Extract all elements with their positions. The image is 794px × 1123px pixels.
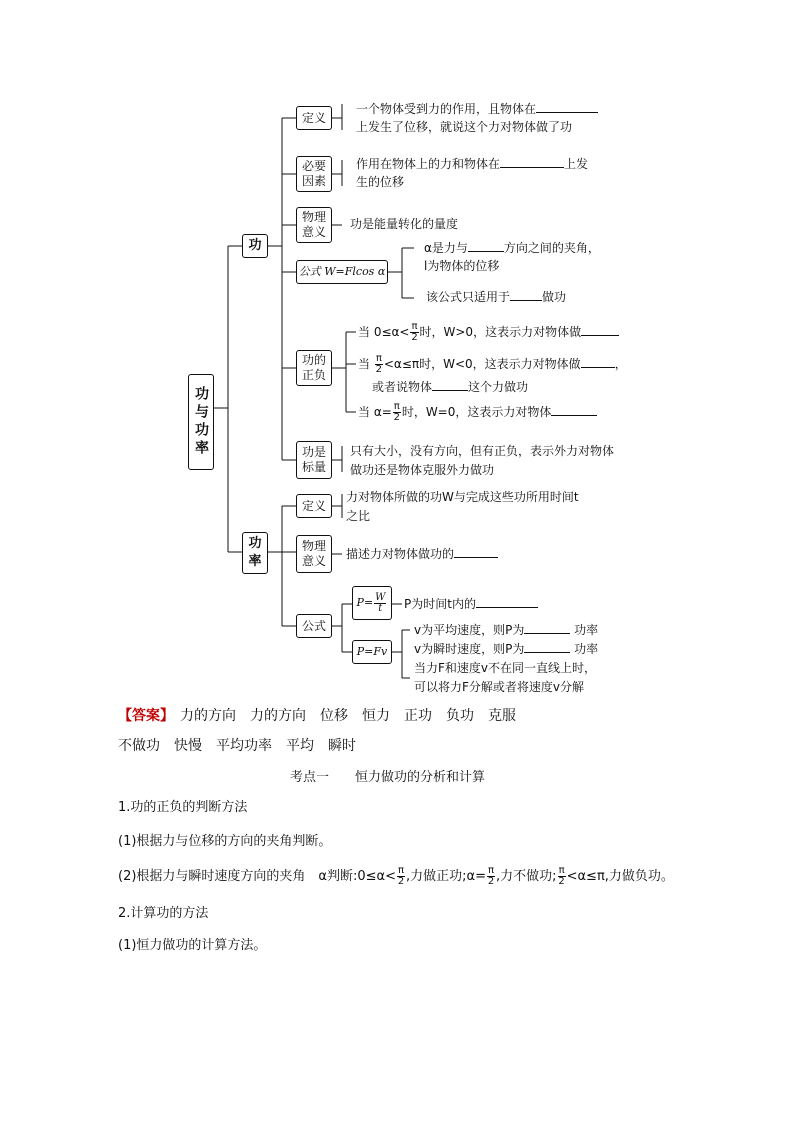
branch-gong-label: 功 — [248, 238, 262, 253]
fraction-pi-over-2: $\frac{\pi}{2}$ — [558, 865, 565, 887]
gong-sign-box — [296, 350, 332, 386]
gong-factors-line1: 作用在物体上的力和物体在 上发 — [356, 157, 589, 171]
heading-2: 2.计算功的方法 — [118, 906, 209, 921]
power-formula-label: 公式 — [301, 619, 326, 633]
answer-line-1: 【答案】 力的方向 力的方向 位移 恒力 正功 负功 克服 — [118, 708, 516, 724]
power-def-line2: 之比 — [346, 509, 371, 523]
heading-1: 1.功的正负的判断方法 — [118, 800, 248, 815]
fraction-pi-over-2: $\frac{\pi}{2}$ — [375, 353, 383, 375]
blank — [551, 403, 597, 416]
power-def-box — [296, 494, 332, 518]
blank — [510, 288, 542, 301]
blank — [581, 355, 615, 368]
power-f2-line1: v为平均速度，则P为 功率 — [414, 623, 599, 637]
blank — [581, 323, 619, 336]
power-def-line1: 力对物体所做的功W与完成这些功所用时间t — [346, 490, 579, 504]
gong-meaning-label: 物理意义 — [301, 210, 326, 239]
gong-def-label: 定义 — [301, 111, 326, 125]
power-formula-pfv-box: P=Fv — [352, 640, 392, 664]
gong-sign-line2: 当 $\frac{\pi}{2}$ <α≤π时，W<0，这表示力对物体做 ， — [358, 353, 627, 375]
blank — [500, 155, 564, 168]
power-formula-pwt-box: P= $\frac{W}{t}$ — [352, 586, 392, 620]
gong-meaning-text: 功是能量转化的量度 — [350, 217, 459, 231]
blank — [536, 100, 598, 113]
blank — [454, 545, 498, 558]
fraction-pi-over-2: $\frac{\pi}{2}$ — [393, 401, 400, 423]
fraction-pi-over-2: $\frac{\pi}{2}$ — [487, 865, 495, 887]
power-def-label: 定义 — [301, 499, 326, 513]
gong-formula-box — [296, 260, 388, 284]
power-f2-line3: 当力F和速度v不在同一直线上时， — [414, 661, 597, 675]
gong-def-line2: 上发生了位移，就说这个力对物体做了功 — [356, 120, 573, 134]
branch-power-label: 功率 — [248, 536, 262, 569]
gong-def-box — [296, 106, 332, 130]
power-f2-line2: v为瞬时速度，则P为 功率 — [414, 642, 599, 656]
power-meaning-box — [296, 535, 332, 573]
gong-formula-b: 该公式只适用于 做功 — [426, 290, 567, 304]
blank — [468, 239, 504, 252]
answer-tag: 【答案】 — [118, 708, 174, 724]
gong-meaning-box — [296, 207, 332, 243]
gong-def-line1: 一个物体受到力的作用，且物体在 — [356, 100, 598, 118]
power-f1-text: P为时间t内的 — [404, 595, 538, 613]
gong-formula-a1: α是力与 方向之间的夹角， — [424, 241, 600, 255]
gong-factors-box — [296, 156, 332, 192]
gong-factors-label: 必要因素 — [301, 159, 326, 188]
branch-gong — [242, 234, 268, 258]
power-meaning-text: 描述力对物体做功的 — [346, 545, 498, 563]
gong-scalar-line1: 只有大小，没有方向，但有正负，表示外力对物体 — [350, 444, 615, 458]
fraction-pi-over-2: $\frac{\pi}{2}$ — [411, 321, 418, 343]
branch-power — [242, 532, 268, 574]
paragraph-3: (1)恒力做功的计算方法。 — [118, 938, 267, 953]
power-f2-line4: 可以将力F分解或者将速度v分解 — [414, 680, 585, 694]
gong-sign-line4: 当 α= $\frac{\pi}{2}$ 时，W=0，这表示力对物体 — [358, 402, 597, 423]
blank — [524, 621, 570, 634]
answer-line-2: 不做功 快慢 平均功率 平均 瞬时 — [118, 738, 356, 754]
paragraph-1: (1)根据力与位移的方向的夹角判断。 — [118, 834, 332, 849]
blank — [432, 378, 468, 391]
gong-sign-line1: 当 0≤α< $\frac{\pi}{2}$ 时，W>0，这表示力对物体做 — [358, 322, 619, 343]
gong-formula-a2: l为物体的位移 — [424, 259, 500, 273]
paragraph-2: (2)根据力与瞬时速度方向的夹角 α判断:0≤α< $\frac{\pi}{2}$ ,力做正功;α= $\frac{\pi}{2}$ ,力不做功; $\frac{\pi}{2}$ <α≤π,力做负功。 — [118, 865, 674, 887]
gong-scalar-line2: 做功还是物体克服外力做功 — [350, 463, 495, 477]
gong-sign-label: 功的正负 — [301, 353, 326, 382]
fraction-w-over-t: $\frac{W}{t}$ — [375, 591, 386, 614]
gong-factors-line2: 生的位移 — [356, 175, 405, 189]
blank — [476, 595, 538, 608]
power-meaning-label: 物理意义 — [301, 539, 326, 568]
gong-formula-label: 公式 W=Flcos α — [298, 265, 386, 278]
gong-scalar-label: 功是标量 — [301, 445, 326, 474]
root-label: 功与功率 — [193, 386, 209, 458]
fraction-pi-over-2: $\frac{\pi}{2}$ — [397, 865, 405, 887]
blank — [524, 640, 570, 653]
power-formula-box — [296, 614, 332, 638]
gong-sign-line3: 或者说物体 这个力做功 — [372, 380, 529, 394]
mindmap-root — [188, 374, 214, 470]
gong-scalar-box — [296, 441, 332, 479]
section-title: 考点一 恒力做功的分析和计算 — [290, 770, 486, 785]
